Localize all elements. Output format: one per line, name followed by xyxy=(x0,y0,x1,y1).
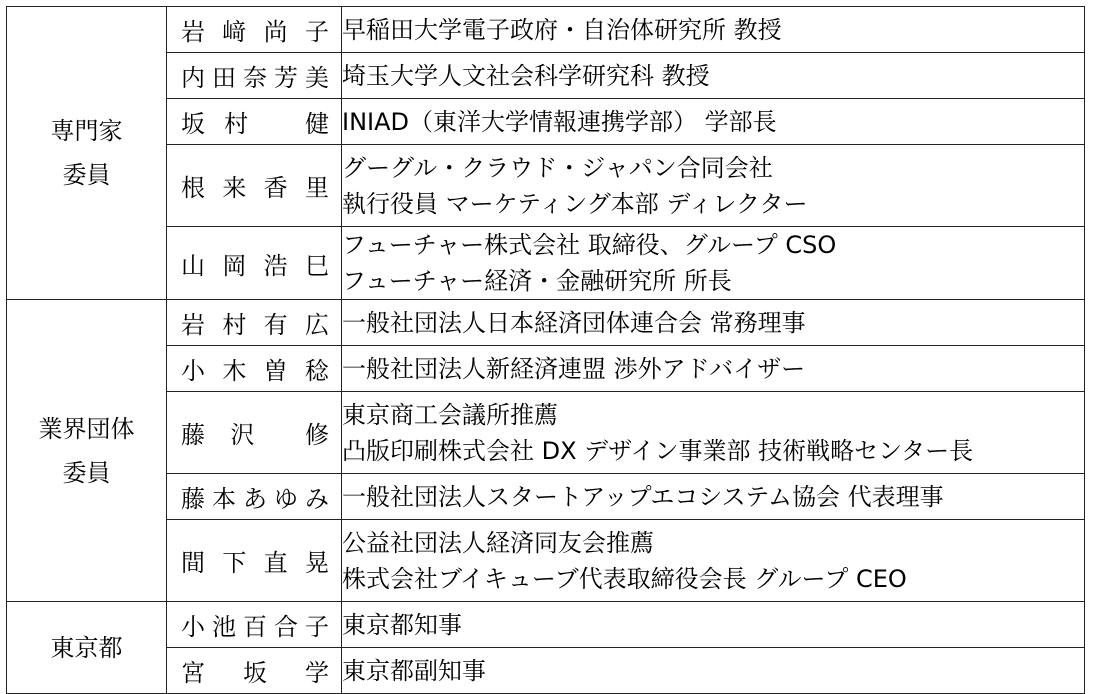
member-name-char: 岩 xyxy=(181,18,205,46)
member-affiliation-cell xyxy=(342,53,1085,99)
affiliation-line: フューチャー経済・金融研究所 所長 xyxy=(342,267,732,295)
member-name-cell xyxy=(167,145,342,227)
member-name-char: 坂 xyxy=(243,659,267,687)
member-name-char: ゆ xyxy=(274,485,298,513)
affiliation-line: 公益社団法人経済同友会推薦 xyxy=(342,528,654,557)
member-name-char: 村 xyxy=(224,110,248,138)
member-name-cell xyxy=(167,227,342,300)
member-name xyxy=(167,305,341,340)
member-name-char: 岩 xyxy=(181,311,205,339)
member-name-char: 里 xyxy=(304,174,329,202)
member-name-char: 浩 xyxy=(263,251,288,280)
member-name-char: 芳 xyxy=(274,64,298,92)
member-affiliation-cell xyxy=(342,7,1085,53)
affiliation-line: グーグル・クラウド・ジャパン合同会社 xyxy=(342,153,773,182)
member-name-char: 修 xyxy=(304,421,329,449)
member-name-char: 木 xyxy=(222,357,247,385)
member-name xyxy=(167,479,341,514)
member-name-cell xyxy=(167,99,342,145)
member-name-char: 沢 xyxy=(230,421,255,449)
member-name xyxy=(167,653,341,688)
group-label-line: 委員 xyxy=(62,161,111,189)
member-affiliation-cell xyxy=(342,99,1085,145)
member-name-char: 香 xyxy=(263,174,288,202)
member-name xyxy=(167,351,341,386)
roster-body xyxy=(7,7,1085,694)
member-affiliation-cell xyxy=(342,346,1085,392)
member-affiliation-cell xyxy=(342,300,1085,346)
member-name-char: 曽 xyxy=(263,357,288,385)
member-name-char: 学 xyxy=(305,659,329,687)
table-row xyxy=(7,648,1085,694)
member-name-char: 根 xyxy=(181,174,205,202)
member-name-cell xyxy=(167,346,342,392)
member-name-char: 内 xyxy=(181,64,205,92)
affiliation-line: 早稲田大学電子政府・自治体研究所 教授 xyxy=(342,15,782,44)
member-name-char: み xyxy=(305,485,329,513)
member-name-char: 子 xyxy=(304,18,329,46)
member-name-char: 来 xyxy=(222,174,247,202)
member-name-char: 子 xyxy=(305,613,329,641)
member-name-char: 池 xyxy=(212,613,236,641)
member-affiliation-cell xyxy=(342,474,1085,520)
table-row xyxy=(7,346,1085,392)
member-name-cell xyxy=(167,602,342,648)
member-name-char: 巳 xyxy=(304,251,329,280)
group-label-line: 東京都 xyxy=(50,633,123,662)
member-name xyxy=(167,58,341,93)
member-name-cell xyxy=(167,648,342,694)
member-affiliation-cell xyxy=(342,227,1085,300)
affiliation-line: 執行役員 マーケティング本部 ディレクター xyxy=(342,189,808,218)
member-name-char: 奈 xyxy=(243,64,267,92)
member-affiliation-cell xyxy=(342,392,1085,474)
member-name-char: 健 xyxy=(305,110,329,138)
affiliation-line: 東京都副知事 xyxy=(342,656,486,685)
member-affiliation-cell xyxy=(342,602,1085,648)
member-name-char: 﨑 xyxy=(222,18,247,46)
table-row xyxy=(7,7,1085,53)
member-roster-table xyxy=(6,6,1085,694)
affiliation-line: 一般社団法人新経済連盟 渉外アドバイザー xyxy=(342,354,806,383)
table-row xyxy=(7,392,1085,474)
member-name-char: 百 xyxy=(243,613,267,641)
member-name xyxy=(167,415,341,450)
table-row xyxy=(7,520,1085,602)
member-name xyxy=(167,543,341,578)
group-label-cell xyxy=(7,602,167,694)
table-row xyxy=(7,474,1085,520)
member-name-char: 山 xyxy=(181,251,205,280)
member-name-cell xyxy=(167,300,342,346)
group-label-line: 委員 xyxy=(62,458,111,487)
table-row xyxy=(7,227,1085,300)
group-label-line: 業界団体 xyxy=(38,414,135,443)
group-label-cell xyxy=(7,7,167,300)
member-name-char: 田 xyxy=(212,64,236,92)
member-name-char: 間 xyxy=(181,549,205,577)
member-name-char: 下 xyxy=(222,549,247,577)
member-affiliation-cell xyxy=(342,648,1085,694)
member-name-char: 美 xyxy=(305,64,329,92)
member-name-char: 尚 xyxy=(263,18,288,46)
member-name-char: 藤 xyxy=(181,485,205,513)
member-name-char: 坂 xyxy=(181,110,205,138)
member-roster-sheet xyxy=(6,6,1084,694)
member-name xyxy=(167,168,341,203)
affiliation-line: 埼玉大学人文社会科学研究科 教授 xyxy=(342,61,710,90)
affiliation-line: 凸版印刷株式会社 DX デザイン事業部 技術戦略センター長 xyxy=(342,436,974,465)
member-name-cell xyxy=(167,474,342,520)
affiliation-line: 東京都知事 xyxy=(342,610,462,639)
member-name-char: 小 xyxy=(181,613,205,641)
member-name xyxy=(167,246,341,281)
member-name-char: 晃 xyxy=(304,549,329,577)
member-name xyxy=(167,12,341,47)
member-name-cell xyxy=(167,7,342,53)
table-row xyxy=(7,602,1085,648)
member-name-char: 稔 xyxy=(304,357,329,385)
member-affiliation-cell xyxy=(342,145,1085,227)
table-row xyxy=(7,53,1085,99)
member-name-char: 藤 xyxy=(181,421,205,449)
affiliation-line: フューチャー株式会社 取締役、グループ CSO xyxy=(342,231,837,259)
group-label-cell xyxy=(7,300,167,602)
table-row xyxy=(7,300,1085,346)
member-name-char: 合 xyxy=(274,613,298,641)
member-name xyxy=(167,607,341,642)
member-name-char: 広 xyxy=(304,311,329,339)
member-name-char: 岡 xyxy=(222,251,247,280)
member-name-cell xyxy=(167,53,342,99)
member-name-cell xyxy=(167,392,342,474)
member-name-char: あ xyxy=(243,485,267,513)
affiliation-line: 株式会社ブイキューブ代表取締役会長 グループ CEO xyxy=(342,564,907,593)
member-name xyxy=(167,104,341,139)
table-row xyxy=(7,145,1085,227)
affiliation-line: 東京商工会議所推薦 xyxy=(342,400,558,429)
affiliation-line: INIAD（東洋大学情報連携学部） 学部長 xyxy=(342,107,777,136)
member-name-char: 村 xyxy=(222,311,247,339)
group-label-line: 専門家 xyxy=(50,117,123,145)
table-row xyxy=(7,99,1085,145)
member-name-cell xyxy=(167,520,342,602)
affiliation-line: 一般社団法人日本経済団体連合会 常務理事 xyxy=(342,308,806,337)
member-name-char: 直 xyxy=(263,549,288,577)
member-name-char: 宮 xyxy=(181,659,205,687)
member-name-char: 有 xyxy=(263,311,288,339)
member-name-char: 本 xyxy=(212,485,236,513)
member-name-char: 小 xyxy=(181,357,205,385)
member-affiliation-cell xyxy=(342,520,1085,602)
affiliation-line: 一般社団法人スタートアップエコシステム協会 代表理事 xyxy=(342,482,944,511)
